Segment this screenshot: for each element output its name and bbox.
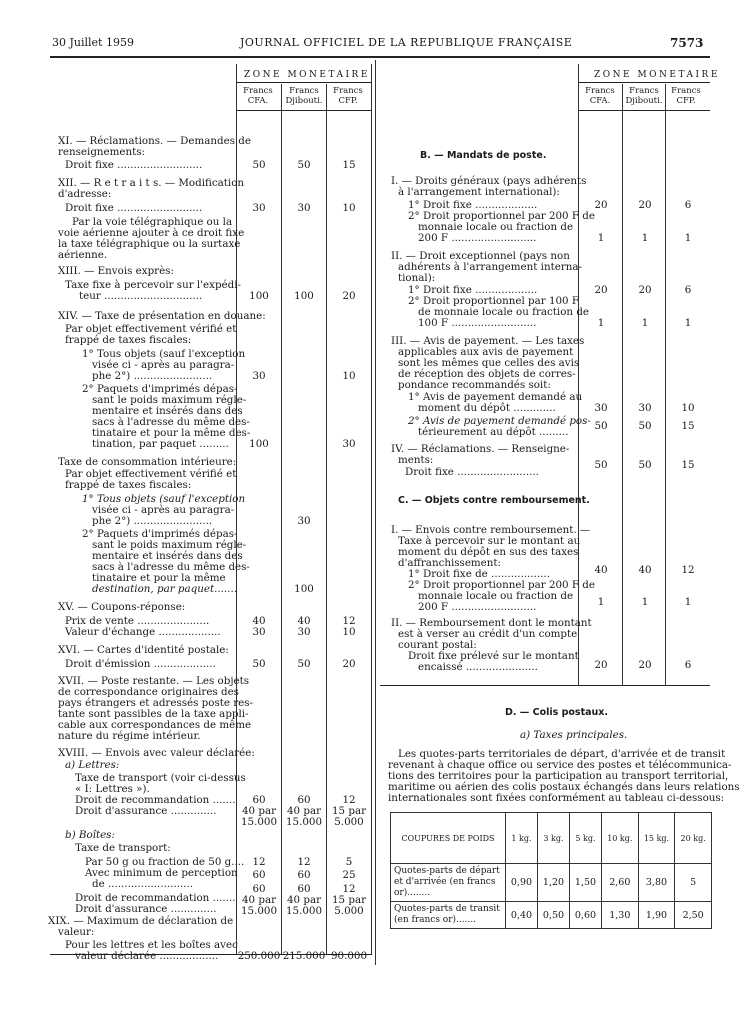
value-cfp: 15 (342, 159, 356, 171)
sec-xvii-line: cable aux correspondances de même (58, 719, 252, 731)
value-cfp: 1 (684, 232, 692, 244)
sec-xvii-line: nature du régime intérieur. (58, 730, 201, 742)
section-d-subtitle: a) Taxes principales. (520, 729, 628, 741)
sec-xviii-line: Droit de recommandation ....... (75, 892, 236, 904)
table-cell: 1,90 (638, 902, 675, 929)
left-zone-header: ZONE MONETAIRE (244, 70, 370, 80)
sec-b2-line: tional): (398, 272, 436, 284)
sec-xii-line: la taxe télégraphique ou la surtaxe (58, 238, 241, 250)
sec-xviii-line: « I: Lettres »). (75, 783, 150, 795)
value-djibouti: 30 (297, 626, 311, 638)
value-djibouti: 20 (638, 659, 652, 671)
table-row-label: Quotes-parts de départ et d'arrivée (en francs or)........ (391, 864, 506, 902)
section-b-title: B. — Mandats de poste. (420, 150, 547, 161)
sec-b2-line: 2° Droit proportionnel par 100 F (408, 295, 580, 307)
sec-b2-line: 1° Droit fixe ................... (408, 284, 538, 296)
sec-tc-line: sant le poids maximum régle- (92, 539, 247, 551)
table-header-cell: 20 kg. (675, 813, 712, 864)
sec-c1-line: Taxe à percevoir sur le montant au (398, 535, 581, 547)
table-cell: 2,50 (675, 902, 712, 929)
sec-xiv-line: 2° Paquets d'imprimés dépas- (82, 383, 238, 395)
sec-b2-line: adhérents à l'arrangement interna- (398, 261, 583, 273)
value-djibouti: 50 (297, 658, 311, 670)
right-vline-3 (665, 84, 666, 686)
sec-xiv-line: XIV. — Taxe de présentation en douane: (58, 310, 266, 322)
value-cfa: 50 (252, 159, 266, 171)
sec-xvi-line: XVI. — Cartes d'identité postale: (58, 644, 229, 656)
sec-xi-line: Droit fixe .......................... (65, 159, 203, 171)
right-colhead-rule (578, 110, 710, 111)
sec-b1-line: à l'arrangement international): (398, 186, 560, 198)
value-cfa: 15.000 (240, 905, 278, 917)
sec-xix-line: valeur déclarée .................. (75, 950, 219, 962)
section-d-title: D. — Colis postaux. (505, 707, 609, 718)
table-cell: 1,20 (538, 864, 570, 902)
sec-xii-line: aérienne. (58, 249, 108, 261)
section-d-paragraph: maritime ou aérien des colis postaux échangés dans leurs relations (388, 781, 740, 793)
sec-tc-line: 2° Paquets d'imprimés dépas- (82, 528, 238, 540)
sec-b1-line: 2° Droit proportionnel par 200 F de (408, 210, 595, 222)
sec-xiv-line: mentaire et insérés dans des (92, 405, 243, 417)
sec-tc-line: sacs à l'adresse du même des- (92, 561, 250, 573)
sec-b3-line: sont les mêmes que celles des avis (398, 357, 580, 369)
sec-xi-line: XI. — Réclamations. — Demandes de (58, 135, 251, 147)
table-row (391, 902, 712, 929)
value-cfa: 250.000 (237, 950, 281, 962)
table-cell: 0,90 (506, 864, 538, 902)
sec-c2-line: II. — Remboursement dont le montant (391, 617, 592, 629)
sec-xiv-line: sant le poids maximum régle- (92, 394, 247, 406)
sec-b2-line: 100 F .......................... (418, 317, 537, 329)
sec-xviii-line: Avec minimum de perception (85, 867, 238, 879)
value-djibouti: 40 par (286, 894, 322, 906)
value-cfp: 15 par (331, 894, 367, 906)
right-section-end-rule (380, 685, 710, 686)
table-header-cell: 5 kg. (570, 813, 602, 864)
section-d-paragraph: Les quotes-parts territoriales de départ, d'arrivée et de transit (398, 748, 726, 760)
sec-c1-line: 200 F .......................... (418, 601, 537, 613)
right-zone-rule (578, 82, 710, 83)
value-cfp: 15 par (331, 805, 367, 817)
sec-b3-line: 2° Avis de payement demandé pos- (408, 415, 591, 427)
sec-xvii-line: tante sont passibles de la taxe appli- (58, 708, 249, 720)
value-djibouti: 100 (294, 583, 314, 595)
value-cfp: 25 (342, 869, 356, 881)
right-col-cfa: Francs CFA. (585, 86, 615, 106)
table-header-cell: COUPURES DE POIDS (391, 813, 506, 864)
value-cfp: 15 (681, 459, 695, 471)
sec-xiii-line: teur .............................. (79, 290, 203, 302)
sec-xii-line: d'adresse: (58, 188, 112, 200)
sec-tc-line: destination, par paquet....... (92, 583, 238, 595)
value-djibouti: 1 (641, 232, 649, 244)
table-header-cell: 1 kg. (506, 813, 538, 864)
sec-b4-line: IV. — Réclamations. — Renseigne- (391, 443, 570, 455)
sec-b4-line: Droit fixe ......................... (405, 466, 539, 478)
value-cfp: 10 (342, 202, 356, 214)
table-cell: 5 (675, 864, 712, 902)
value-djibouti: 20 (638, 284, 652, 296)
sec-b3-line: térieurement au dépôt ......... (418, 426, 569, 438)
value-cfa: 40 (594, 564, 608, 576)
table-header-row (391, 813, 712, 864)
sec-b2-line: de monnaie locale ou fraction de (418, 306, 590, 318)
section-c-title: C. — Objets contre remboursement. (398, 495, 590, 506)
value-cfp: 6 (684, 659, 692, 671)
right-zone-header: ZONE MONETAIRE (594, 70, 720, 80)
value-cfa: 100 (249, 438, 269, 450)
value-cfp: 12 (342, 883, 356, 895)
sec-tc-line: tinataire et pour la même (92, 572, 226, 584)
table-cell: 1,30 (602, 902, 639, 929)
header-page-number: 7573 (670, 36, 704, 50)
sec-xii-line: voie aérienne ajouter à ce droit fixe (58, 227, 245, 239)
table-cell: 1,50 (570, 864, 602, 902)
value-cfp: 20 (342, 658, 356, 670)
sec-tc-line: frappé de taxes fiscales: (65, 479, 192, 491)
sec-tc-line: visée ci - après au paragra- (92, 504, 235, 516)
value-cfp: 6 (684, 284, 692, 296)
sec-xviii-line: Par 50 g ou fraction de 50 g.... (85, 856, 245, 868)
sec-c1-line: moment du dépôt en sus des taxes (398, 546, 579, 558)
sec-xix-line: valeur: (58, 926, 95, 938)
section-d-paragraph: revenant à chaque office ou service des postes et télécommunica- (388, 759, 732, 771)
sec-c2-line: est à verser au crédit d'un compte (398, 628, 578, 640)
value-cfp: 6 (684, 199, 692, 211)
value-cfp: 5.000 (334, 905, 364, 917)
sec-b4-line: ments: (398, 454, 434, 466)
table-cell: 3,80 (638, 864, 675, 902)
value-cfp: 1 (684, 596, 692, 608)
sec-xviii-line: a) Lettres: (65, 759, 120, 771)
value-cfp: 5 (345, 856, 353, 868)
right-col-djibouti: Francs Djibouti. (625, 86, 663, 106)
sec-xiv-line: tinataire et pour la même des- (92, 427, 251, 439)
sec-xv-line: XV. — Coupons-réponse: (58, 601, 186, 613)
value-cfa: 30 (594, 402, 608, 414)
header-title: JOURNAL OFFICIEL DE LA REPUBLIQUE FRANÇAISE (240, 36, 573, 49)
sec-b1-line: I. — Droits généraux (pays adhérents (391, 175, 587, 187)
sec-xviii-line: Droit d'assurance .............. (75, 805, 217, 817)
table-header-cell: 10 kg. (602, 813, 639, 864)
left-col-cfa: Francs CFA. (243, 86, 273, 106)
value-cfa: 40 (252, 615, 266, 627)
sec-tc-line: mentaire et insérés dans des (92, 550, 243, 562)
value-cfp: 12 (342, 794, 356, 806)
sec-b1-line: 200 F .......................... (418, 232, 537, 244)
value-cfp: 10 (681, 402, 695, 414)
sec-c1-line: 1° Droit fixe de .................. (408, 568, 550, 580)
value-cfp: 1 (684, 317, 692, 329)
left-colhead-rule (236, 110, 372, 111)
sec-xvi-line: Droit d'émission ................... (65, 658, 216, 670)
sec-c2-line: Droit fixe prélevé sur le montant (408, 650, 579, 662)
value-cfa: 1 (597, 596, 605, 608)
table-cell: 2,60 (602, 864, 639, 902)
value-cfa: 100 (249, 290, 269, 302)
sec-b1-line: monnaie locale ou fraction de (418, 221, 574, 233)
value-cfa: 12 (252, 856, 266, 868)
sec-b3-line: III. — Avis de payement. — Les taxes (391, 335, 585, 347)
value-djibouti: 50 (638, 459, 652, 471)
sec-b3-line: moment du dépôt ............. (418, 402, 556, 414)
value-djibouti: 30 (638, 402, 652, 414)
value-djibouti: 60 (297, 883, 311, 895)
right-vline-1 (578, 64, 579, 686)
sec-tc-line: Taxe de consommation intérieure: (58, 456, 237, 468)
sec-c1-line: d'affranchissement: (398, 557, 502, 569)
sec-xiv-line: phe 2°) ........................ (92, 370, 213, 382)
left-zone-rule (236, 82, 372, 83)
sec-tc-line: Par objet effectivement vérifié et (65, 468, 237, 480)
value-djibouti: 1 (641, 317, 649, 329)
sec-xvii-line: de correspondance originaires des (58, 686, 239, 698)
value-cfa: 40 par (241, 894, 277, 906)
sec-xii-line: Droit fixe .......................... (65, 202, 203, 214)
sec-xv-line: Prix de vente ...................... (65, 615, 210, 627)
value-cfa: 30 (252, 202, 266, 214)
value-djibouti: 50 (638, 420, 652, 432)
sec-xvii-line: XVII. — Poste restante. — Les objets (58, 675, 250, 687)
colis-postaux-table (390, 812, 712, 929)
sec-xiv-line: visée ci - après au paragra- (92, 359, 235, 371)
section-d-paragraph: tions des territoires pour la participation au transport territorial, (388, 770, 729, 782)
value-djibouti: 60 (297, 869, 311, 881)
sec-b3-line: 1° Avis de payement demandé au (408, 391, 583, 403)
value-djibouti: 40 par (286, 805, 322, 817)
value-djibouti: 30 (297, 202, 311, 214)
table-cell: 0,50 (538, 902, 570, 929)
sec-xiv-line: Par objet effectivement vérifié et (65, 323, 237, 335)
sec-xiii-line: Taxe fixe à percevoir sur l'expédi- (65, 279, 241, 291)
table-cell: 0,40 (506, 902, 538, 929)
sec-b3-line: de réception des objets de corres- (398, 368, 576, 380)
sec-b3-line: applicables aux avis de payement (398, 346, 574, 358)
value-djibouti: 12 (297, 856, 311, 868)
sec-xii-line: XII. — R e t r a i t s. — Modification (58, 177, 245, 189)
column-divider (375, 60, 376, 965)
sec-xviii-line: Droit d'assurance .............. (75, 903, 217, 915)
sec-c1-line: monnaie locale ou fraction de (418, 590, 574, 602)
sec-xi-line: renseignements: (58, 146, 146, 158)
sec-xii-line: Par la voie télégraphique ou la (72, 216, 233, 228)
value-cfp: 90.000 (330, 950, 368, 962)
value-djibouti: 50 (297, 159, 311, 171)
sec-tc-line: phe 2°) ........................ (92, 515, 213, 527)
value-cfa: 20 (594, 284, 608, 296)
value-cfa: 50 (594, 459, 608, 471)
value-djibouti: 30 (297, 515, 311, 527)
sec-c1-line: 2° Droit proportionnel par 200 F de (408, 579, 595, 591)
value-cfa: 15.000 (240, 816, 278, 828)
sec-b2-line: II. — Droit exceptionnel (pays non (391, 250, 570, 262)
sec-xvii-line: pays étrangers et adressés poste res- (58, 697, 254, 709)
value-cfp: 15 (681, 420, 695, 432)
value-cfa: 60 (252, 883, 266, 895)
value-cfa: 1 (597, 317, 605, 329)
value-cfa: 60 (252, 869, 266, 881)
value-cfa: 40 par (241, 805, 277, 817)
header-date: 30 Juillet 1959 (52, 36, 134, 49)
sec-b3-line: pondance recommandés soit: (398, 379, 551, 391)
sec-xviii-line: de .......................... (92, 878, 194, 890)
sec-c2-line: encaissé ...................... (418, 661, 538, 673)
table-cell: 0,60 (570, 902, 602, 929)
value-cfa: 50 (252, 658, 266, 670)
header-rule (50, 56, 710, 58)
sec-c1-line: I. — Envois contre remboursement. — (391, 524, 591, 536)
sec-xix-line: Pour les lettres et les boîtes avec (65, 939, 238, 951)
value-djibouti: 1 (641, 596, 649, 608)
sec-xviii-line: Taxe de transport (voir ci-dessus (75, 772, 246, 784)
sec-tc-line: 1° Tous objets (sauf l'exception (82, 493, 246, 505)
sec-xviii-line: b) Boîtes: (65, 829, 115, 841)
table-header-cell: 3 kg. (538, 813, 570, 864)
section-d-paragraph: internationales sont fixées conformément au tableau ci-dessous: (388, 792, 725, 804)
sec-xiv-line: frappé de taxes fiscales: (65, 334, 192, 346)
right-col-cfp: Francs CFP. (671, 86, 701, 106)
value-cfa: 20 (594, 199, 608, 211)
value-djibouti: 15.000 (285, 816, 323, 828)
value-cfa: 30 (252, 370, 266, 382)
value-djibouti: 215.000 (282, 950, 326, 962)
sec-xv-line: Valeur d'échange ................... (65, 626, 221, 638)
sec-xix-line: XIX. — Maximum de déclaration de (48, 915, 234, 927)
value-cfp: 30 (342, 438, 356, 450)
sec-xviii-line: XVIII. — Envois avec valeur déclarée: (58, 747, 255, 759)
value-djibouti: 60 (297, 794, 311, 806)
value-cfa: 20 (594, 659, 608, 671)
left-col-djibouti: Francs Djibouti. (285, 86, 323, 106)
value-cfp: 12 (681, 564, 695, 576)
value-djibouti: 20 (638, 199, 652, 211)
sec-c2-line: courant postal: (398, 639, 477, 651)
value-cfa: 60 (252, 794, 266, 806)
sec-xviii-line: Taxe de transport: (75, 842, 171, 854)
value-cfp: 20 (342, 290, 356, 302)
value-djibouti: 100 (294, 290, 314, 302)
value-cfp: 5.000 (334, 816, 364, 828)
left-vline-4 (371, 64, 372, 954)
value-cfa: 1 (597, 232, 605, 244)
value-cfp: 10 (342, 626, 356, 638)
value-cfa: 50 (594, 420, 608, 432)
value-djibouti: 40 (297, 615, 311, 627)
left-col-cfp: Francs CFP. (333, 86, 363, 106)
sec-b1-line: 1° Droit fixe ................... (408, 199, 538, 211)
value-cfa: 30 (252, 626, 266, 638)
value-cfp: 12 (342, 615, 356, 627)
sec-xiii-line: XIII. — Envois exprès: (58, 265, 174, 277)
table-header-cell: 15 kg. (638, 813, 675, 864)
sec-xiv-line: 1° Tous objets (sauf l'exception (82, 348, 246, 360)
right-vline-2 (622, 84, 623, 686)
value-djibouti: 15.000 (285, 905, 323, 917)
sec-xviii-line: Droit de recommandation ....... (75, 794, 236, 806)
table-row (391, 864, 712, 902)
value-cfp: 10 (342, 370, 356, 382)
value-djibouti: 40 (638, 564, 652, 576)
sec-xiv-line: sacs à l'adresse du même des- (92, 416, 250, 428)
table-row-label: Quotes-parts de transit (en francs or)....... (391, 902, 506, 929)
sec-xiv-line: tination, par paquet ......... (92, 438, 229, 450)
